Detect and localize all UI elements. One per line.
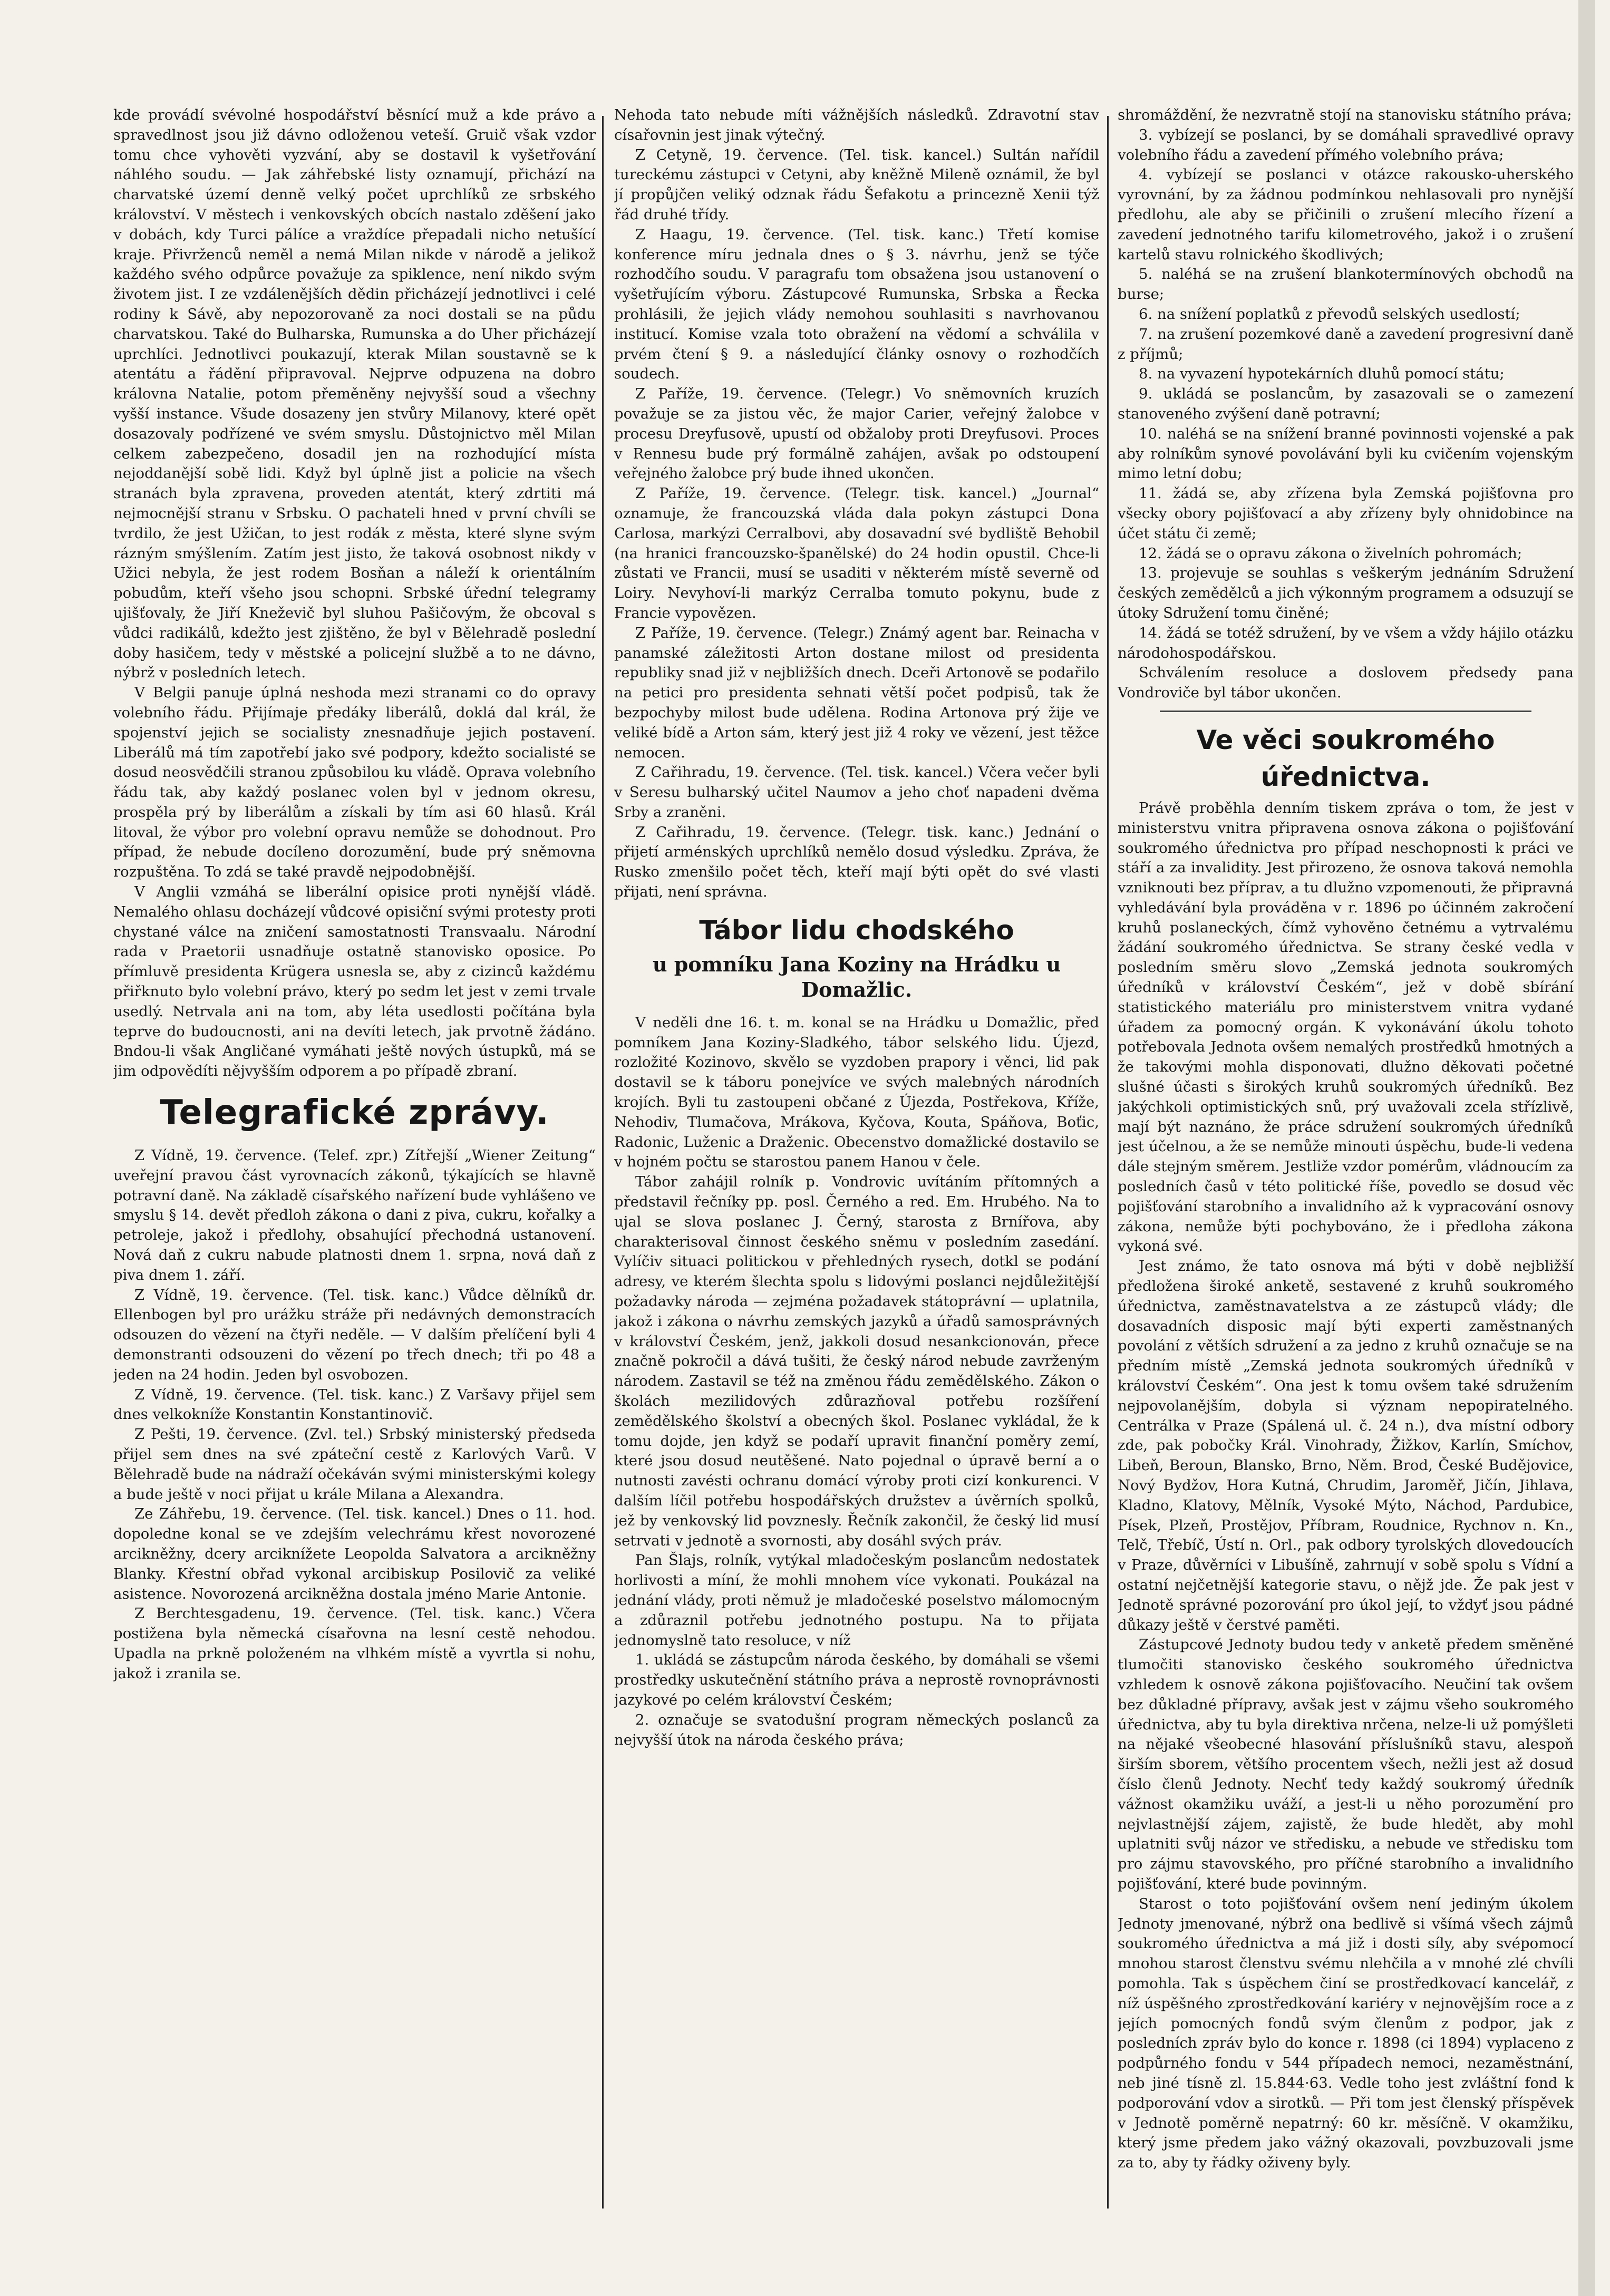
chod-rally-subheading: u pomníku Jana Koziny na Hrádku u Domažlic. [652,952,1061,1001]
telegram-vienna-3: Z Vídně, 19. července. (Tel. tisk. kanc.) Z Varšavy přijel sem dnes velkokníže Konstantin Konstantinovič. [113,1386,596,1423]
column-rule-2 [1107,116,1109,2209]
resolution-3: 3. vybízejí se poslanci, by se domáhali spravedlivé opravy volebního řádu a zavedení přímého volebního práva; [1118,126,1574,163]
telegram-paris-1: Z Paříže, 19. července. (Telegr.) Vo sněmovních kruzích považuje se za jistou věc, že major Carier, veřejný žalobce v procesu Dreyfusově, upustí od obžaloby proti Dreyfusovi. Proces v Rennesu bude prý formálně zahájen, avšak po odstoupení veřejného žalobce prý bude ihned ukončen. [614,385,1099,482]
telegram-pest: Z Pešti, 19. července. (Zvl. tel.) Srbský ministerský předseda přijel sem dnes na své zpáteční cestě z Karlových Varů. V Bělehradě bude na nádraží očekáván svými ministerskými kolegy a bude ještě v noci přijat u krále Milana a Alexandra. [113,1426,596,1503]
chod-rally-p1: V neděli dne 16. t. m. konal se na Hrádku u Domažlic, před pomníkem Jana Koziny-Sladkého, tábor selského lidu. Újezd, rozložité Kozinovo, skvělo se vyzdoben prapory i věnci, lid pak dostavil se k táboru ponejvíce ve svých malebných národních krojích. Byli tu zastoupeni občané z Újezda, Postřekova, Kříže, Nehodiv, Tlumačova, Mrákova, Kyčova, Kouta, Spáňova, Boťic, Radonic, Luženic a Draženic. Obecenstvo domažlické dostavilo se v hojném počtu se starostou panem Hanou v čele. [614,1014,1099,1171]
telegram-paris-2: Z Paříže, 19. července. (Telegr. tisk. kancel.) „Journal“ oznamuje, že francouzská vláda dala pokyn zástupci Dona Carlosa, markýzi Cerralbovi, aby dosavadní své bydliště Behobil (na hranici francouzsko-španělské) do 24 hodin opustil. Chce-li zůstati ve Francii, musí se usaditi v některém místě severně od Loiry. Nevyhoví-li markýz Cerralba tomuto pokynu, bude z Francie vypovězen. [614,485,1099,621]
article-anglie: V Anglii vzmáhá se liberální opisice proti nynější vládě. Nemalého ohlasu docházejí vůdcové opisiční svými protesty proti chystané válce na zničení samostatnosti Transvaalu. Národní rada v Praetorii usnadňuje ostatně stanovisko oposice. Po přímluvě presidenta Krügera usnesla se, aby z cizinců každému přiřknuto bylo volební právo, který po sedm let jest v zemi trvale usedlý. Netrvala ani na tom, aby léta usedlosti počítána byla teprve do budoucnosti, ani na devíti letech, jak prvotně žádáno. Bndou-li však Angličané vymáhati ještě nových ústupků, má se jim odpovědíti nějvyšším odporem a po případě zbraní. [113,883,596,1080]
telegram-constantinople-1: Z Cařihradu, 19. července. (Tel. tisk. kancel.) Včera večer byli v Seresu bulharský učitel Naumov a jeho choť napadeni dvěma Srby a zraněni. [614,764,1099,821]
article-srbsko: kde provádí svévolné hospodářství běsnící muž a kde právo a spravedlnost jsou již dávno odloženou veteší. Gruič však vzdor tomu chce vyhověti vyzvání, aby se dostavil k vyšetřování náhlého soudu. — Jak záhřebské listy oznamují, přichází na charvatské území denně velký počet uprchlíků ze srbského království. V městech i venkovských obcích nastalo zděšení jako v dobách, kdy Turci pálíce a vraždíce přepadali nicho netušící kraje. Přivrženců neměl a nemá Milan nikde v národě a jelikož každého svého odpůrce považuje za spiklence, není nikdo svým životem jist. I ze vzdálenějších dědin přicházejí jednotlivci i celé rodiny k Sávě, aby nepozorovaně za noci dostali se na půdu charvatskou. Také do Bulharska, Rumunska a do Uher přicházejí uprchlíci. Jednotlivci poukazují, kterak Milan soustavně se k atentátu a řádění připravoval. Nejprve odpuzena na dobro královna Natalie, potom přeměněny nejvyšší soud a všechny vyšší instance. Všude dosazeny jen stvůry Milanovy, které opět dosazovaly podřízené ve svém smyslu. Důstojnictvo měl Milan celkem zabezpečeno, dosadil jen na rozhodující místa nejoddanější sobě lidi. Když byl úplně jist a policie na všech stranách byla zpravena, proveden atentát, který zdrtiti má nejmocnější stranu v Srbsku. O pachateli hned v první chvíli se tvrdilo, že jest Užičan, to jest rodák z města, které slyne svým rázným smýšlením. Zatím jest jisto, že taková osobnost nikdy v Užici nebyla, že jest rodem Bosňan a náleží k orientálním pobudům, kteří všeho jsou schopni. Srbské úřední telegramy ujišťovaly, že Jiří Kneževič byl sluhou Pašičovým, že obcoval s vůdci radikálů, kdežto jest zjištěno, že byl v Bělehradě poslední doby hasičem, tedy v městské a policejní službě a to ne dávno, nýbrž v posledních letech. [113,106,596,682]
chod-rally-p2: Tábor zahájil rolník p. Vondrovic uvítáním přítomných a představil řečníky pp. posl. Černého a red. Em. Hrubého. Na to ujal se slova poslanec J. Černý, starosta z Brnířova, aby charakterisoval činnost českého sněmu v posledním zasedání. Vylíčiv situaci politickou v přehledných rysech, dotkl se podání adresy, ve kterém šlechta spolu s lidovými poslanci nejdůležitější požadavky národa — zejména požadavek státoprávní — uplatnila, jakož i zákona o návrhu zemských jazyků a úřadů samosprávných v království Českém, jenž, jakkoli dosud nesankcionován, přece značně pokročil a dává tušiti, že český národ nebude zavrženým národem. Zastavil se též na změnou řádu zemědělského. Zákon o školách mezilidových zdůrazňoval potřebu rozšíření zemědělského školství a obecných škol. Poslanec vykládal, že k tomu dojde, jen když se podaří upravit finanční poměry zemí, které jsou dosud neutěšené. Nato pojednal o úpravě berní a o nutnosti zavésti ochranu domácí výroby proti cizí konkurenci. V dalším líčil potřebu hospodářských družstev a úvěrních spolků, jež by venkovský lid povznesly. Řečník zakončil, že český lid musí setrvati v jednotě a svornosti, aby dosáhl svých práv. [614,1173,1099,1549]
telegram-berchtesgaden: Z Berchtesgadenu, 19. července. (Tel. tisk. kanc.) Včera postižena byla německá císařovna na lesní cestě nehodou. Upadla na prkně položeném na vlhkém místě a vyvrtla si nohu, jakož i zranila se. [113,1605,596,1682]
clerks-p1: Právě proběhla denním tiskem zpráva o tom, že jest v ministerstvu vnitra připravena osnova zákona o pojišťování soukromého úřednictva pro případ neschopnosti k práci ve stáří a za invalidity. Jest přirozeno, že osnova taková nemohla vzniknouti bez příprav, a tu dlužno vzpomenouti, že připravná vyhledávání byla prováděna v r. 1896 po účinném zakročení kruhů poslaneckých, čímž vyhověno četnému a vytrvalému žádání soukromého úřednictva. Se strany české vedla v posledním směru slovo „Zemská jednota soukromých úředníků v království Českém“, jež v době sbírání statistického materiálu pro ministerstvem vnitra vydané úřadem za pomocný orgán. K vykonávání úkolu tohoto potřebovala Jednota ovšem nemalých prostředků hmotných a že takovými mohla disponovati, dlužno děkovati početné slušné účasti s širokých kruhů soukromých úředníků. Bez jakýchkoli optimistických snů, prý uvažovali zcela střízlivě, mají být naznáno, že práce sdružení soukromých úředníků jest účelnou, a že se nemůže minouti úspěchu, bude-li vedena dále stejným směrem. Jestliže vzdor pomérům, vládnoucím za posledních časů v této politické říše, povedlo se dosud věc pojišťování starobního a invalidního až k vypracování osnovy zákona, nemůže býti pochybováno, že i předloha zákona vykoná své. [1118,799,1574,1255]
resolution-1: 1. ukládá se zástupcům národa českého, by domáhali se všemi prostředky uskutečnění státního práva a neprostě rovnoprávnosti jazykové po celém království Českém; [614,1651,1099,1708]
resolution-10: 10. naléhá se na snížení branné povinnosti vojenské a pak aby rolníkům synové povolávání byli ku cvičením vojenským mimo letní dobu; [1118,425,1574,482]
chod-rally-heading: Tábor lidu chodského [699,914,1014,946]
resolution-13: 13. projevuje se souhlas s veškerým jednáním Sdružení českých zemědělců a jich výkonným programem a odsuzují se útoky Sdružení tomu činěné; [1118,565,1574,621]
telegram-cetinje: Z Cetyně, 19. července. (Tel. tisk. kancel.) Sultán nařídil tureckému zástupci v Cetyni, aby kněžně Mileně oznámil, že byl jí propůjčen veliký odznak řádu Šefakotu a princezně Xenii týž řád druhé třídy. [614,146,1099,223]
resolution-5: 5. naléhá se na zrušení blankotermínových obchodů na burse; [1118,266,1574,303]
resolution-14: 14. žádá se totéž sdružení, by ve všem a vždy hájilo otázku národohospodářskou. [1118,624,1574,661]
clerks-p3: Zástupcové Jednoty budou tedy v anketě předem směněné tlumočiti stanovisko českého soukromého úřednictva vzhledem k osnově zákona pojišťovacího. Neučiní tak ovšem bez důkladné přípravy, avšak jest v zájmu všeho soukromého úřednictva, aby tu byla direktiva nrčena, nelze-li už pomýšleti na nějaké všeobecné hlasování příslušníků stavu, alespoň širším sborem, většího procentem všech, nežli jest až dosud číslo členů Jednoty. Nechť tedy každý soukromý úředník vážnost okamžiku uváží, a jest-li u něho porozumění pro nejvlastnější zájem, zajistě, že bude hledět, aby mohl uplatniti svůj názor ve středisku, a nebude ve středisku tom pro zájmu stavovského, pro příčné starobního a invalidního pojišťování, které bude povinným. [1118,1636,1574,1892]
resolution-9: 9. ukládá se poslancům, by zasazovali se o zamezení stanoveného zvýšení daně potravní; [1118,385,1574,422]
resolution-2-cont: shromáždění, že nezvratně stojí na stanovisku státního práva; [1118,106,1572,123]
telegram-zagreb: Ze Záhřebu, 19. července. (Tel. tisk. kancel.) Dnes o 11. hod. dopoledne konal se ve zdejším velechrámu křest novorozené arcikněžny, dcery arciknížete Leopolda Salvatora a arcikněžny Blanky. Křestní obřad vykonal arcibiskup Posilovič za veliké asistence. Novorozená arcikněžna dostala jméno Marie Antonie. [113,1505,596,1602]
telegram-vienna-1: Z Vídně, 19. července. (Telef. zpr.) Zítřejší „Wiener Zeitung“ uveřejní pravou část vyrovnacích zákonů, týkajících se hlavně potravní daně. Na základě císařského nařízení bude vyhlášeno ve smyslu § 14. devět předloh zákona o dani z piva, cukru, kořalky a petroleje, jakož i předlohy, obsahující přechodná ustanovení. Nová daň z cukru nabude platnosti dnem 1. srpna, nová daň z piva dnem 1. září. [113,1147,596,1283]
clerks-p2: Jest známo, že tato osnova má býti v době nejbližší předložena široké anketě, sestavené z kruhů soukromého úřednictva, zaměstnavatelstva a ze zástupců vlády; dle dosavadních disposic mají býti experti zaměstnaných povolání z větších sdružení a za jedno z kruhů označuje se na předním místě „Zemská jednota soukromých úředníků v království Českém“. Ona jest k tomu ovšem také sdružením nejpovolanějším, dobyla si význam nepopiratelného. Centrálka v Praze (Spálená ul. č. 24 n.), dva místní odbory zde, pak pobočky Král. Vinohrady, Žižkov, Karlín, Smíchov, Libeň, Beroun, Blansko, Brno, Něm. Brod, České Budějovice, Nový Bydžov, Hora Kutná, Chrudim, Jaroměř, Jičín, Jihlava, Kladno, Klatovy, Mělník, Vysoké Mýto, Náchod, Pardubice, Písek, Plzeň, Prostějov, Příbram, Roudnice, Rychnov n. Kn., Telč, Třebíč, Ústí n. Orl., pak odbory tyrolských dlovedoucích v Praze, důvěrníci v Libušíně, zahrnují v sobě spolu s Vídní a ostatní nejčetnější kategorie stavu, o nějž jde. Že pak jest v Jednotě správné pozorování pro úkol její, to vždyť jsou pádné důkazy ještě v čerstvé paměti. [1118,1258,1574,1633]
resolution-2: 2. označuje se svatodušní program německých poslanců za nejvyšší útok na národa českého práva; [614,1711,1099,1748]
resolution-7: 7. na zrušení pozemkové daně a zavedení progresivní daně z příjmů; [1118,325,1574,363]
page-edge-shadow [1578,0,1595,2296]
newspaper-page [113,105,1574,2209]
column-2 [614,105,1099,2209]
column-1 [113,105,596,2209]
article-belgie: V Belgii panuje úplná neshoda mezi stranami co do opravy volebního řádu. Přijímaje předáky liberálů, doklá dal král, že spojenství jejich se socialisty znesnadňuje jejich postavení. Liberálů má tím zapotřebí jako své podpory, kdežto socialisté se dosud neosvědčili stranou způsobilou ku vládě. Oprava volebního řádu tak, aby každý poslanec volen byl v jednom okresu, prospěla prý by liberálům a získali by tím asi 60 hlasů. Král litoval, že výbor pro volební opravu nemůže se dohodnout. Pro případ, že nebude docíleno dorozumění, bude prý sněmovna rozpuštěna. To zdá se také pravdě nejpodobnější. [113,684,596,881]
clerks-p4: Starost o toto pojišťování ovšem není jediným úkolem Jednoty jmenované, nýbrž ona bedlivě si všímá všech zájmů soukromého úřednictva a má již i dosti síly, aby svépomocí mnohou starost členstvu svému nlehčila a v mnohé zlé chvíli pomohla. Tak s úspěchem činí se prostředkovací kancelář, z níž úspěšného zprostředkování kariéry v nejnovějším roce a z jejích pomocných fondů svým členům z podpor, jak z posledních zpráv bylo do konce r. 1898 (ci 1894) vyplaceno z podpůrného fondu v 544 případech nemoci, nezaměstnání, neb jiné tísně zl. 15.844·63. Vedle toho jest zvláštní fond k podporování vdov a sirotků. — Při tom jest členský příspěvek v Jednotě poměrně nepatrný: 60 kr. měsíčně. V okamžiku, který jsme předem jako vážný okazovali, povzbuzovali jsme za to, aby ty řádky oživeny byly. [1118,1895,1574,2172]
resolution-11: 11. žádá se, aby zřízena byla Zemská pojišťovna pro všecky obory pojišťovací a aby zřízeny byly ohnidobince na účet státu či země; [1118,485,1574,542]
clerks-heading: Ve věci soukromého úřednictva. [1196,724,1495,792]
resolution-6: 6. na snížení poplatků z převodů selských usedlostí; [1139,305,1520,323]
resolution-4: 4. vybízejí se poslanci v otázce rakousko-uherského vyrovnání, by za žádnou podmínkou nehlasovali pro nynější předlohu, ale aby se přičinili o zrušení mlecího řízení a zavedení jednotného tarifu kilometrového, jakož i o zrušení kartelů stavu rolnického škodlivých; [1118,166,1574,263]
telegram-paris-3: Z Paříže, 19. července. (Telegr.) Známý agent bar. Reinacha v panamské záležitosti Arton dostane milost od presidenta republiky snad již v nejbližších dnech. Dceři Artonově se podařilo na petici pro presidenta sehnati větší počet podpisů, tak že bezpochyby milost bude udělena. Rodina Artonova prý žije ve veliké bídě a Arton sám, který jest již 4 roky ve vězení, jest těžce nemocen. [614,624,1099,761]
telegram-constantinople-2: Z Cařihradu, 19. července. (Telegr. tisk. kanc.) Jednání o přijetí arménských uprchlíků nemělo dosud výsledku. Zpráva, že Rusko zmenšilo počet těch, kteří mají býti opět do své vlasti přijati, není správna. [614,823,1099,901]
column-3 [1118,105,1574,2209]
telegram-berchtesgaden-cont: Nehoda tato nebude míti vážnějších následků. Zdravotní stav císařovnin jest jinak výtečný. [614,106,1099,143]
resolution-8: 8. na vyvazení hypotekárních dluhů pomocí státu; [1139,365,1505,383]
rally-conclusion: Schválením resoluce a doslovem předsedy pana Vondroviče byl tábor ukončen. [1118,664,1574,702]
column-rule-1 [602,116,604,2209]
resolution-12: 12. žádá se o opravu zákona o živelních pohromách; [1139,544,1522,562]
section-divider [1160,711,1531,712]
telegram-hague: Z Haagu, 19. července. (Tel. tisk. kanc.) Třetí komise konference míru jednala dnes o § 3. návrhu, jenž se týče rozhodčího soudu. V paragrafu tom obsažena jsou ustanovení o vyšetřujícím výboru. Zástupcové Rumunska, Srbska a Řecka prohlásili, že jejich vlády nemohou souhlasiti s navrhovanou institucí. Komise vzala toto obražení na vědomí a schválila v prvém čtení § 9. a následující články osnovy o rozhodčích soudech. [614,226,1099,383]
telegram-vienna-2: Z Vídně, 19. července. (Tel. tisk. kanc.) Vůdce dělníků dr. Ellenbogen byl pro urážku stráže při nedávných demonstracích odsouzen do vězení na čtyři neděle. — V dalším přelíčení byli 4 demonstranti odsouzeni do vězení po třech dnech; tři po 48 a jeden na 24 hodin. Jeden byl osvobozen. [113,1286,596,1383]
telegrams-heading: Telegrafické zprávy. [160,1093,549,1133]
chod-rally-p3: Pan Šlajs, rolník, vytýkal mladočeským poslancům nedostatek horlivosti a míní, že mohli mnohem více vykonati. Poukázal na jednání vlády, proti němuž je mladočeské poselstvo málomocným a zdůraznil potřebu jednotného postupu. Na to přijata jednomyslně tato resoluce, v níž [614,1552,1099,1649]
